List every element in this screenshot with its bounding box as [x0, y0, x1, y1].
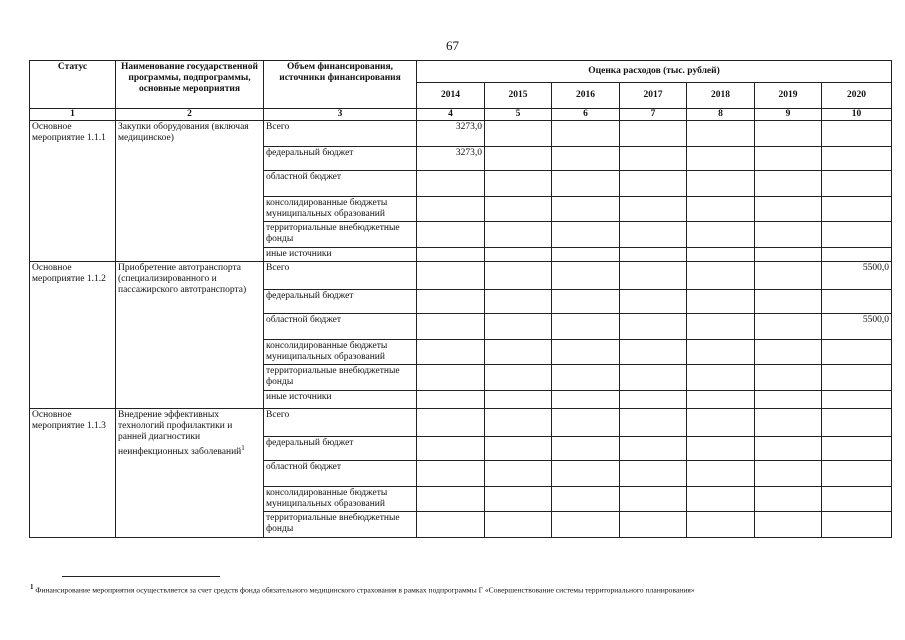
- value-cell: [822, 437, 892, 461]
- financing-source: территориальные внебюджетные фонды: [264, 222, 417, 248]
- value-cell: [620, 197, 687, 222]
- value-cell: [417, 262, 485, 290]
- value-cell: [417, 461, 485, 487]
- value-cell: [822, 365, 892, 391]
- measure-name: Приобретение автотранспорта (специализированного и пассажирского автотранспорта): [118, 263, 247, 295]
- measure-name-cell: [116, 121, 264, 262]
- value-cell: [417, 391, 485, 409]
- value-cell: [552, 461, 620, 487]
- value-cell: [755, 461, 822, 487]
- value-cell: [485, 365, 552, 391]
- value-cell: [822, 487, 892, 512]
- value-cell: [687, 121, 755, 147]
- value-cell: [620, 290, 687, 314]
- value-cell: [485, 121, 552, 147]
- value-cell: [822, 147, 892, 171]
- value-cell: [822, 391, 892, 409]
- financing-source: областной бюджет: [264, 171, 417, 197]
- value-cell: [552, 222, 620, 248]
- financing-source: территориальные внебюджетные фонды: [264, 365, 417, 391]
- column-number: 6: [552, 109, 620, 121]
- value-cell: [485, 262, 552, 290]
- value-cell: 3273,0: [417, 147, 485, 171]
- value-cell: [552, 437, 620, 461]
- value-cell: [620, 121, 687, 147]
- financing-source: областной бюджет: [264, 461, 417, 487]
- value-cell: [417, 340, 485, 365]
- value-cell: [620, 222, 687, 248]
- value-cell: [755, 314, 822, 340]
- value-cell: [755, 197, 822, 222]
- financing-source: территориальные внебюджетные фонды: [264, 512, 417, 538]
- footnote-ref: 1: [241, 444, 245, 452]
- value-cell: [620, 437, 687, 461]
- value-cell: [417, 512, 485, 538]
- value-cell: [822, 461, 892, 487]
- header-financing: Объем финансирования, источники финансирования: [264, 61, 417, 109]
- value-cell: [687, 171, 755, 197]
- footnote-mark: 1: [30, 583, 34, 591]
- value-cell: [620, 262, 687, 290]
- value-cell: [485, 512, 552, 538]
- value-cell: [822, 290, 892, 314]
- table-row: [30, 262, 892, 290]
- financing-source: федеральный бюджет: [264, 437, 417, 461]
- header-year: 2014: [417, 83, 485, 109]
- value-cell: [417, 437, 485, 461]
- column-number: 7: [620, 109, 687, 121]
- value-cell: [620, 461, 687, 487]
- value-cell: [755, 222, 822, 248]
- value-cell: [755, 365, 822, 391]
- value-cell: [552, 340, 620, 365]
- value-cell: [620, 409, 687, 437]
- value-cell: [755, 391, 822, 409]
- value-cell: [620, 171, 687, 197]
- footnote-divider: [62, 576, 220, 577]
- header-year: 2020: [822, 83, 892, 109]
- value-cell: [620, 487, 687, 512]
- column-number: 4: [417, 109, 485, 121]
- value-cell: [755, 121, 822, 147]
- financing-source: иные источники: [264, 248, 417, 262]
- value-cell: [687, 409, 755, 437]
- table-row: [30, 121, 892, 147]
- value-cell: [687, 437, 755, 461]
- value-cell: [552, 391, 620, 409]
- value-cell: [485, 487, 552, 512]
- table-row: [30, 409, 892, 437]
- value-cell: [620, 512, 687, 538]
- column-number: 9: [755, 109, 822, 121]
- value-cell: [620, 248, 687, 262]
- value-cell: [755, 487, 822, 512]
- header-year: 2015: [485, 83, 552, 109]
- value-cell: [552, 248, 620, 262]
- value-cell: [822, 340, 892, 365]
- value-cell: [620, 147, 687, 171]
- financing-source: иные источники: [264, 391, 417, 409]
- value-cell: [687, 290, 755, 314]
- value-cell: [687, 248, 755, 262]
- value-cell: 5500,0: [822, 262, 892, 290]
- value-cell: [417, 290, 485, 314]
- value-cell: [417, 248, 485, 262]
- value-cell: [687, 461, 755, 487]
- footnote: [30, 583, 695, 595]
- value-cell: [755, 290, 822, 314]
- value-cell: [755, 340, 822, 365]
- value-cell: [687, 340, 755, 365]
- status-cell: Основное мероприятие 1.1.1: [30, 121, 116, 262]
- column-number: 2: [116, 109, 264, 121]
- column-number: 5: [485, 109, 552, 121]
- value-cell: [485, 437, 552, 461]
- header-year: 2019: [755, 83, 822, 109]
- value-cell: [552, 512, 620, 538]
- financing-source: консолидированные бюджеты муниципальных образований: [264, 340, 417, 365]
- value-cell: [485, 290, 552, 314]
- value-cell: [687, 391, 755, 409]
- value-cell: [822, 171, 892, 197]
- value-cell: [552, 171, 620, 197]
- value-cell: [755, 437, 822, 461]
- financing-source: областной бюджет: [264, 314, 417, 340]
- column-number: 3: [264, 109, 417, 121]
- value-cell: [485, 197, 552, 222]
- value-cell: [417, 365, 485, 391]
- financing-source: Всего: [264, 262, 417, 290]
- value-cell: [687, 222, 755, 248]
- footnote-text: Финансирование мероприятия осуществляется за счет средств фонда обязательного медицинского страхования в рамках подпрограммы Г «Совершенствование системы территориального планирования»: [35, 585, 695, 595]
- value-cell: [552, 262, 620, 290]
- value-cell: [485, 340, 552, 365]
- measure-name-cell: [116, 409, 264, 538]
- column-number: 1: [30, 109, 116, 121]
- value-cell: [417, 171, 485, 197]
- value-cell: [755, 262, 822, 290]
- value-cell: [552, 314, 620, 340]
- value-cell: [755, 409, 822, 437]
- header-year: 2017: [620, 83, 687, 109]
- value-cell: [620, 365, 687, 391]
- value-cell: [485, 409, 552, 437]
- value-cell: [552, 197, 620, 222]
- header-name: Наименование государственной программы, подпрограммы, основные мероприятия: [116, 61, 264, 109]
- page-number: 67: [446, 38, 459, 53]
- value-cell: [755, 147, 822, 171]
- measure-name: Внедрение эффективных технологий профилактики и ранней диагностики неинфекционных заболеваний: [118, 410, 242, 458]
- value-cell: [822, 409, 892, 437]
- value-cell: [417, 314, 485, 340]
- value-cell: [687, 365, 755, 391]
- value-cell: [687, 314, 755, 340]
- value-cell: [485, 248, 552, 262]
- value-cell: 5500,0: [822, 314, 892, 340]
- value-cell: [620, 391, 687, 409]
- measure-name-cell: [116, 262, 264, 409]
- value-cell: [552, 147, 620, 171]
- value-cell: [620, 340, 687, 365]
- value-cell: [822, 222, 892, 248]
- financing-source: консолидированные бюджеты муниципальных образований: [264, 487, 417, 512]
- value-cell: [687, 487, 755, 512]
- value-cell: [687, 197, 755, 222]
- value-cell: [552, 487, 620, 512]
- value-cell: [755, 512, 822, 538]
- value-cell: [552, 409, 620, 437]
- value-cell: [620, 314, 687, 340]
- value-cell: [687, 147, 755, 171]
- value-cell: [687, 512, 755, 538]
- header-year: 2016: [552, 83, 620, 109]
- value-cell: [552, 365, 620, 391]
- financing-source: Всего: [264, 121, 417, 147]
- value-cell: [552, 290, 620, 314]
- financing-source: консолидированные бюджеты муниципальных образований: [264, 197, 417, 222]
- financing-source: Всего: [264, 409, 417, 437]
- header-estimate: Оценка расходов (тыс. рублей): [417, 61, 892, 83]
- value-cell: [822, 512, 892, 538]
- value-cell: [485, 461, 552, 487]
- value-cell: [755, 171, 822, 197]
- header-status: Статус: [30, 61, 116, 109]
- value-cell: [417, 197, 485, 222]
- status-cell: Основное мероприятие 1.1.3: [30, 409, 116, 538]
- financing-source: федеральный бюджет: [264, 147, 417, 171]
- value-cell: 3273,0: [417, 121, 485, 147]
- status-cell: Основное мероприятие 1.1.2: [30, 262, 116, 409]
- column-number: 10: [822, 109, 892, 121]
- value-cell: [687, 262, 755, 290]
- value-cell: [755, 248, 822, 262]
- value-cell: [822, 248, 892, 262]
- value-cell: [485, 391, 552, 409]
- financing-table: [29, 60, 892, 538]
- measure-name: Закупки оборудования (включая медицинское): [118, 122, 249, 143]
- value-cell: [417, 487, 485, 512]
- column-number: 8: [687, 109, 755, 121]
- financing-source: федеральный бюджет: [264, 290, 417, 314]
- header-year: 2018: [687, 83, 755, 109]
- value-cell: [485, 314, 552, 340]
- value-cell: [822, 121, 892, 147]
- value-cell: [485, 147, 552, 171]
- value-cell: [485, 171, 552, 197]
- value-cell: [552, 121, 620, 147]
- value-cell: [822, 197, 892, 222]
- value-cell: [485, 222, 552, 248]
- value-cell: [417, 409, 485, 437]
- value-cell: [417, 222, 485, 248]
